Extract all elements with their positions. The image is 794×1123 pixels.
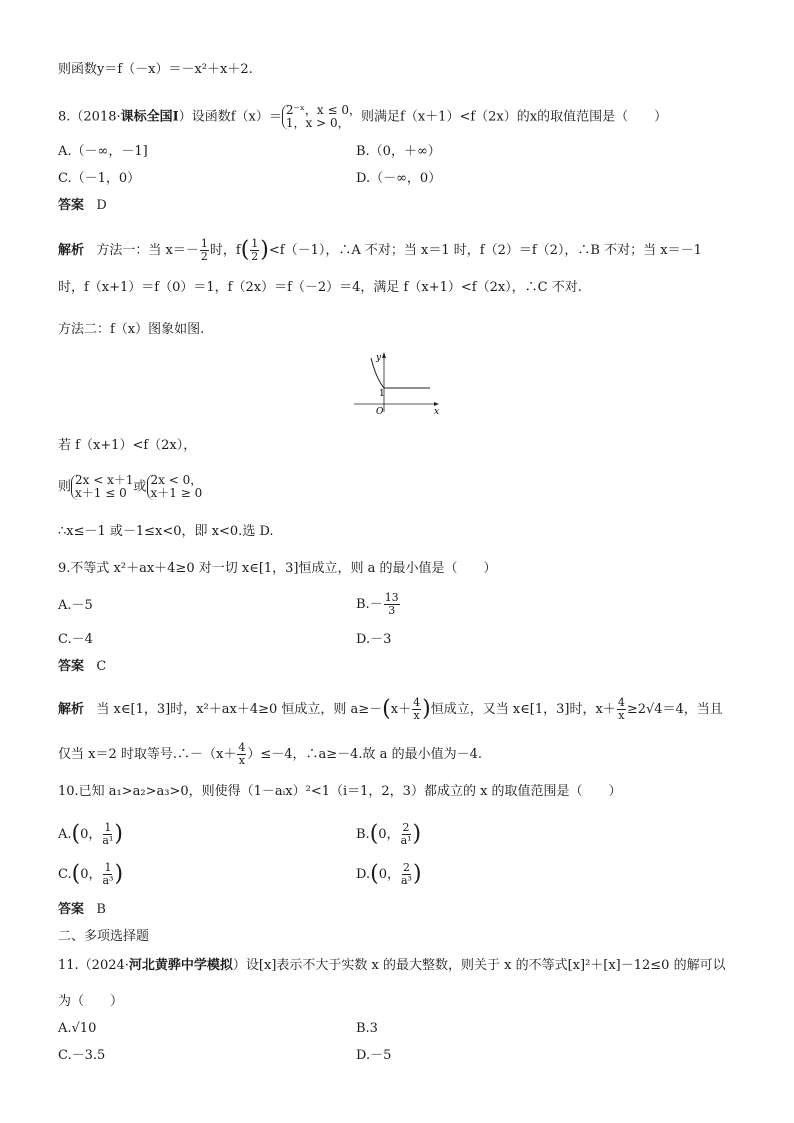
x-label: x xyxy=(434,407,440,414)
q9-option-a: A.－5 xyxy=(58,598,93,613)
q8-option-b: B.（0，＋∞） xyxy=(356,144,441,159)
q8-option-a: A.（－∞，－1] xyxy=(58,144,148,159)
q8-system: 则 2x < x＋1 x＋1 ≤ 0 或 2x < 0， x＋1 ≥ 0 xyxy=(58,473,203,500)
y-label: y xyxy=(376,353,382,363)
q9-solution-line2: 仅当 x＝2 时取等号.∴－（x＋ $\frac{4}{x}$ ）≤－4，∴a≥－4.故 a 的最小值为－4. xyxy=(58,741,482,767)
q9-stem: 9.不等式 x²＋ax＋4≥0 对一切 x∈[1，3]恒成立，则 a 的最小值是（ ） xyxy=(58,561,497,576)
q10-stem: 10.已知 a₁>a₂>a₃>0，则使得（1－aᵢx）²<1（i＝1，2，3）都成立的 x 的取值范围是（ ） xyxy=(58,784,622,799)
q9-option-c: C.－4 xyxy=(58,632,93,647)
q8-solution-line2: 时，f（x+1）＝f（0）＝1，f（2x）＝f（－2）＝4，满足 f（x+1）<f（2x），∴C 不对. xyxy=(58,280,582,295)
line-conclusion-prev: 则函数y＝f（－x）＝－x²＋x＋2. xyxy=(58,62,253,77)
q8-solution-line1: 解析 方法一：当 x＝－ $\frac{1}{2}$ 时，f( $\frac{1}{2}$ )<f（－1），∴A 不对；当 x＝1 时，f（2）＝f（2），∴B 不对；当 x＝－1 xyxy=(58,237,702,263)
q8-if: 若 f（x+1）<f（2x）， xyxy=(58,438,197,453)
q9-option-d: D.－3 xyxy=(356,632,392,647)
q11-stem-line1: 11.（2024·河北黄骅中学模拟）设[x]表示不大于实数 x 的最大整数，则关于 x 的不等式[x]²＋[x]－12≤0 的解可以 xyxy=(58,958,726,973)
q9-answer: 答案 C xyxy=(58,659,107,674)
q10-answer: 答案 B xyxy=(58,902,106,917)
q10-option-a: A.(0， $\frac{1}{\text{a¹}}$ ) xyxy=(58,821,123,847)
q11-option-a: A.√10 xyxy=(58,1021,97,1036)
q11-option-c: C.－3.5 xyxy=(58,1048,106,1063)
q8-piecewise: 2⁻ˣ，x ≤ 0， 1，x > 0， xyxy=(282,104,361,130)
q8-stem: 8.（2018·课标全国Ⅰ）设函数f（x）＝ 2⁻ˣ，x ≤ 0， 1，x > 0， 则满足f（x＋1）<f（2x）的x的取值范围是（ ） xyxy=(58,103,668,130)
q11-option-d: D.－5 xyxy=(356,1048,392,1063)
q10-option-b: B.(0， $\frac{2}{\text{a¹}}$ ) xyxy=(356,821,422,847)
section-multiple-choice: 二、多项选择题 xyxy=(58,929,150,944)
q8-option-d: D.（－∞，0） xyxy=(356,171,442,186)
q11-option-b: B.3 xyxy=(356,1021,378,1036)
q8-answer: 答案 D xyxy=(58,198,107,213)
q10-option-c: C.(0， $\frac{1}{\text{a³}}$ ) xyxy=(58,861,124,887)
function-graph xyxy=(354,352,444,414)
origin-label: O xyxy=(376,407,384,414)
q8-conclusion: ∴x≤－1 或－1≤x<0，即 x<0.选 D. xyxy=(58,524,274,539)
q8-method2: 方法二：f（x）图象如图. xyxy=(58,322,205,337)
q9-option-b: B.－ $\frac{13}{3}$ xyxy=(356,591,399,617)
q10-option-d: D.(0， $\frac{2}{\text{a³}}$ ) xyxy=(356,861,422,887)
q11-stem-line2: 为（ ） xyxy=(58,994,124,1009)
q8-option-c: C.（－1，0） xyxy=(58,171,141,186)
one-label: 1 xyxy=(379,389,385,399)
fraction-half: $\frac{1}{2}$ xyxy=(200,237,208,263)
q9-solution-line1: 解析 当 x∈[1，3]时，x²＋ax＋4≥0 恒成立，则 a≥－(x＋ $\frac{4}{x}$ )恒成立，又当 x∈[1，3]时，x＋ $\frac{4}{x}$ ≥2√4＝4，当且 xyxy=(58,696,723,722)
